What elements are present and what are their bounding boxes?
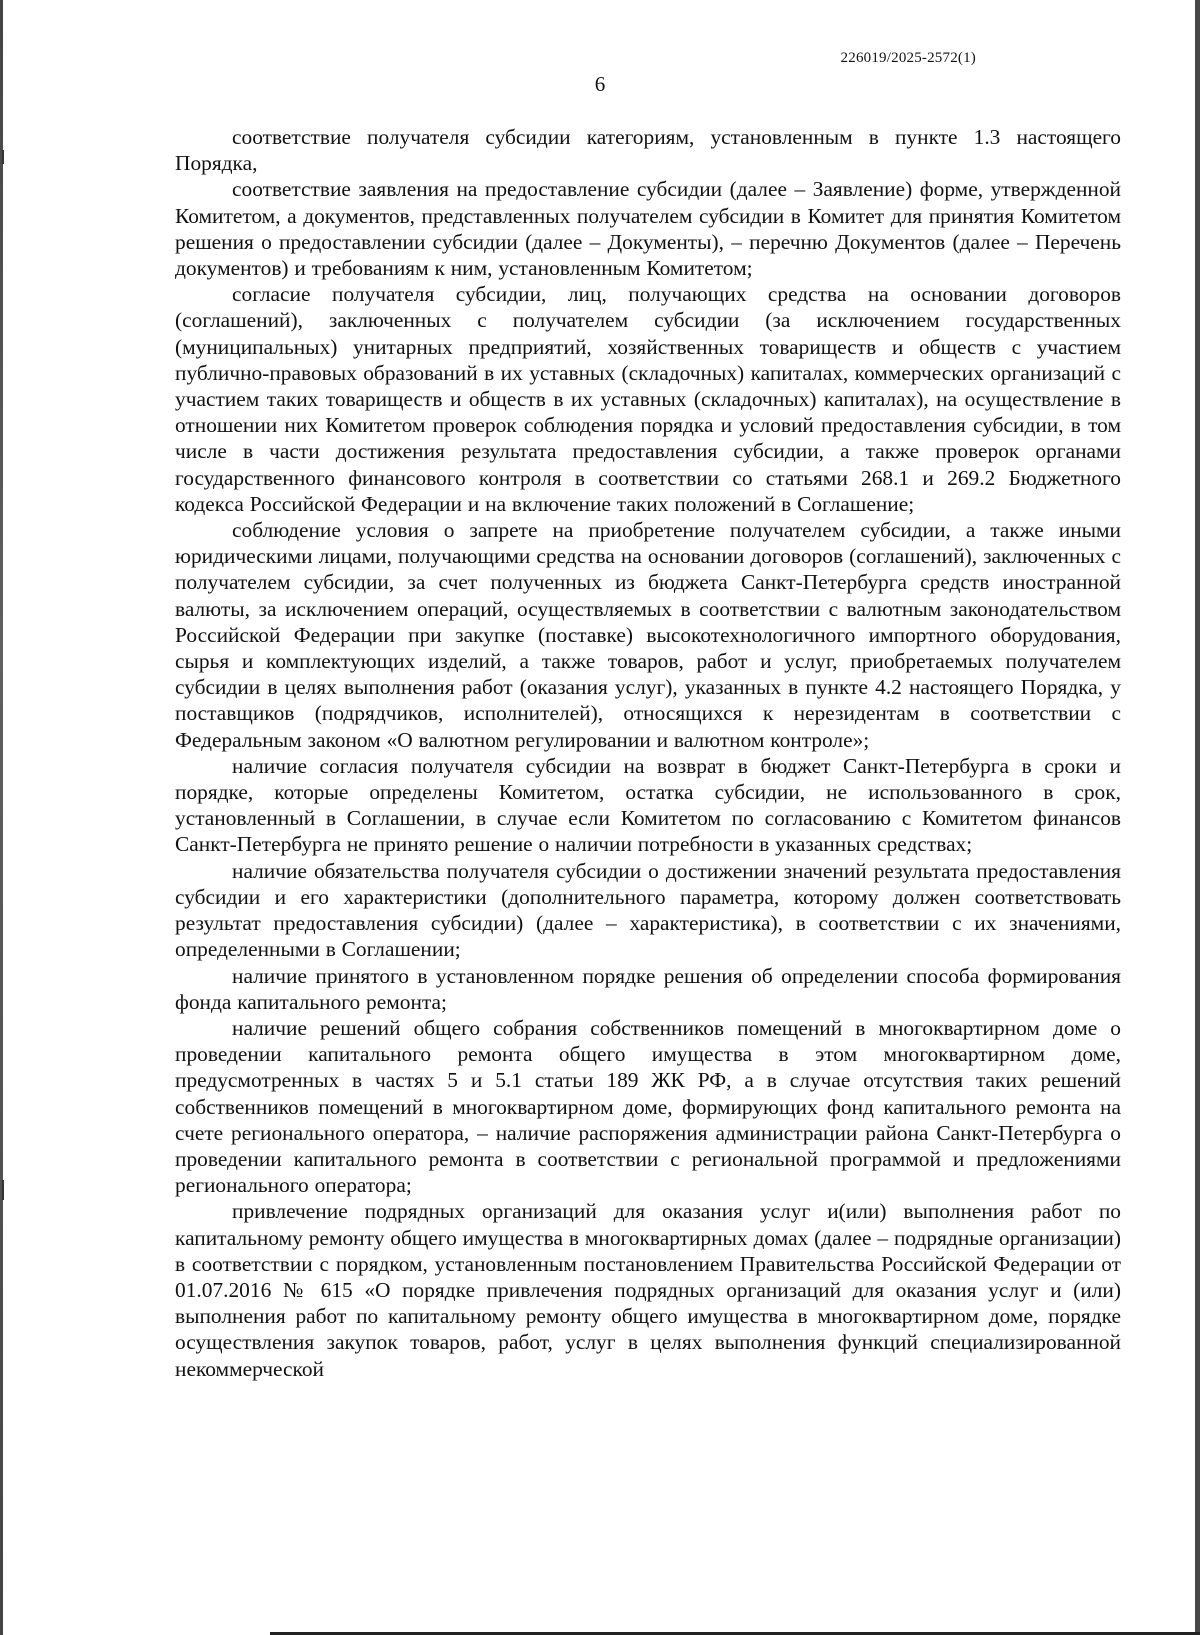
paragraph: соблюдение условия о запрете на приобретение получателем субсидии, а также иными юридическими лицами, получающими средства на основании договоров (соглашений), заключенных с получателем субсидии, за счет полученных из бюджета Санкт-Петербурга средств иностранной валюты, за исключением операций, осуществляемых в соответствии с валютным законодательством Российской Федерации при закупке (поставке) высокотехнологичного импортного оборудования, сырья и комплектующих изделий, а также товаров, работ и услуг, приобретаемых получателем субсидии в целях выполнения работ (оказания услуг), указанных в пункте 4.2 настоящего Порядка, у поставщиков (подрядчиков, исполнителей), относящихся к нерезидентам в соответствии с Федеральным законом «О валютном регулировании и валютном контроле»; [175,518,1121,752]
scan-speck [2,150,4,164]
paragraph: наличие согласия получателя субсидии на возврат в бюджет Санкт-Петербурга в сроки и порядке, которые определены Комитетом, остатка субсидии, не использованного в срок, установленный в Соглашении, в случае если Комитетом по согласованию с Комитетом финансов Санкт-Петербурга не принято решение о наличии потребности в указанных средствах; [175,753,1121,857]
paragraph: соответствие получателя субсидии категориям, установленным в пункте 1.3 настоящего Порядка, [175,125,1121,176]
paragraph: наличие обязательства получателя субсидии о достижении значений результата предоставления субсидии и его характеристики (дополнительного параметра, которому должен соответствовать результат предоставления субсидии) (далее – характеристика), в соответствии с их значениями, определенными в Соглашении; [175,858,1121,962]
paragraph: наличие решений общего собрания собственников помещений в многоквартирном доме о проведении капитального ремонта общего имущества в этом многоквартирном доме, предусмотренных в частях 5 и 5.1 статьи 189 ЖК РФ, а в случае отсутствия таких решений собственников помещений в многоквартирном доме, формирующих фонд капитального ремонта на счете регионального оператора, – наличие распоряжения администрации района Санкт-Петербурга о проведении капитального ремонта в соответствии с региональной программой и предложениями регионального оператора; [175,1015,1121,1198]
paragraph: согласие получателя субсидии, лиц, получающих средства на основании договоров (соглашений), заключенных с получателем субсидии (за исключением государственных (муниципальных) унитарных предприятий, хозяйственных товариществ и обществ с участием публично-правовых образований в их уставных (складочных) капиталах, коммерческих организаций с участием таких товариществ и обществ в их уставных (складочных) капиталах), на осуществление в отношении них Комитетом проверок соблюдения порядка и условий предоставления субсидии, в том числе в части достижения результата предоставления субсидии, а также проверок органами государственного финансового контроля в соответствии со статьями 268.1 и 269.2 Бюджетного кодекса Российской Федерации и на включение таких положений в Соглашение; [175,282,1121,516]
paragraph: привлечение подрядных организаций для оказания услуг и(или) выполнения работ по капитальному ремонту общего имущества в многоквартирных домах (далее – подрядные организации) в соответствии с порядком, установленным постановлением Правительства Российской Федерации от 01.07.2016 № 615 «О порядке привлечения подрядных организаций для оказания услуг и (или) выполнения работ по капитальному ремонту общего имущества в многоквартирном доме, порядке осуществления закупок товаров, работ, услуг в целях выполнения функций специализированной некоммерческой [175,1199,1121,1381]
scan-speck [2,1180,4,1200]
document-registration-number: 226019/2025-2572(1) [840,50,976,66]
paragraph: наличие принятого в установленном порядке решения об определении способа формирования фонда капитального ремонта; [175,963,1121,1014]
scan-edge-left [0,0,3,1635]
paragraph: соответствие заявления на предоставление субсидии (далее – Заявление) форме, утвержденной Комитетом, а документов, представленных получателем субсидии в Комитет для принятия Комитетом решения о предоставлении субсидии (далее – Документы), – перечню Документов (далее – Перечень документов) и требованиям к ним, установленным Комитетом; [175,177,1121,281]
scan-edge-right [1195,0,1200,1635]
document-body [175,124,1121,1382]
page-number: 6 [594,72,606,96]
